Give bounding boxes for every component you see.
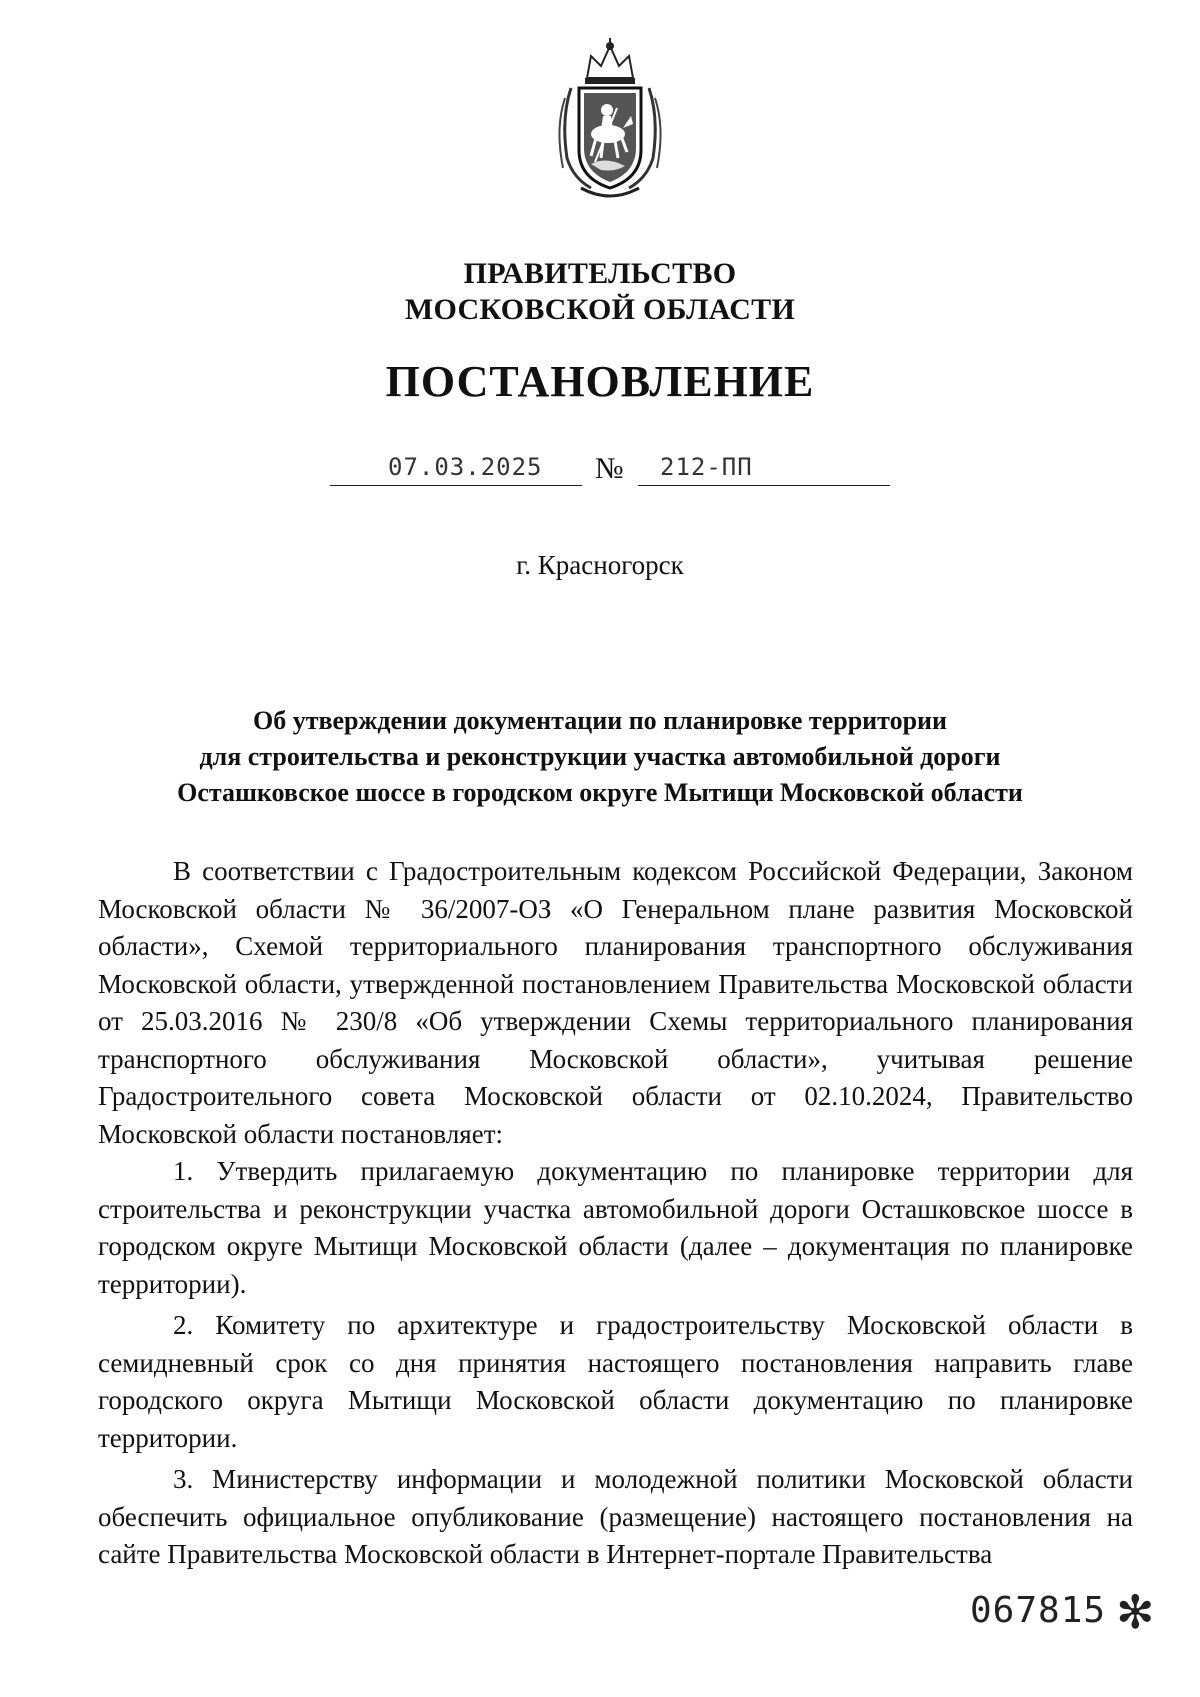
item-1-paragraph: 1. Утвердить прилагаемую документацию по планировке территории для строительства и реконструкции участка автомобильной дороги Осташковское шоссе в городском округе Мытищи Московской области (далее – документация по планировке территории). bbox=[98, 1156, 1133, 1299]
subject-line2: для строительства и реконструкции участка автомобильной дороги bbox=[199, 742, 1001, 771]
number-sign: № bbox=[595, 452, 624, 485]
serial-number: 067815 bbox=[970, 1590, 1107, 1631]
organization-name-line2: МОСКОВСКОЙ ОБЛАСТИ bbox=[404, 293, 796, 326]
city: г. Красногорск bbox=[516, 550, 684, 580]
document-subject bbox=[120, 703, 1080, 811]
item-2-paragraph: 2. Комитету по архитектуре и градостроительству Московской области в семидневный срок со дня принятия настоящего постановления направить главе городского округа Мытищи Московской области документацию по планировке территории. bbox=[98, 1310, 1133, 1453]
asterisk-mark-icon: ✻ bbox=[1116, 1585, 1155, 1639]
coat-of-arms-icon bbox=[551, 38, 669, 200]
organization-name-line1: ПРАВИТЕЛЬСТВО bbox=[463, 257, 737, 290]
document-body bbox=[98, 853, 1133, 1574]
preamble-paragraph: В соответствии с Градостроительным кодексом Российской Федерации, Законом Московской области № 36/2007-ОЗ «О Генеральном плане развития Московской области», Схемой территориального планирования транспортного обслуживания Московской области, утвержденной постановлением Правительства Московской области от 25.03.2016 № 230/8 «Об утверждении Схемы территориального планирования транспортного обслуживания Московской области», учитывая решение Градостроительного совета Московской области от 02.10.2024, Правительство Московской области постановляет: bbox=[98, 856, 1133, 1149]
number-field bbox=[638, 445, 890, 486]
item-3-paragraph: 3. Министерству информации и молодежной политики Московской области обеспечить официальное опубликование (размещение) настоящего постановления на сайте Правительства Московской области в Интернет-портале Правительства bbox=[98, 1464, 1133, 1569]
document-date: 07.03.2025 bbox=[388, 453, 543, 481]
document-number: 212-ПП bbox=[660, 453, 753, 481]
subject-line3: Осташковское шоссе в городском округе Мытищи Московской области bbox=[177, 778, 1023, 807]
subject-line1: Об утверждении документации по планировке территории bbox=[252, 706, 947, 735]
document-type-title: ПОСТАНОВЛЕНИЕ bbox=[385, 357, 815, 406]
date-field bbox=[330, 445, 582, 486]
